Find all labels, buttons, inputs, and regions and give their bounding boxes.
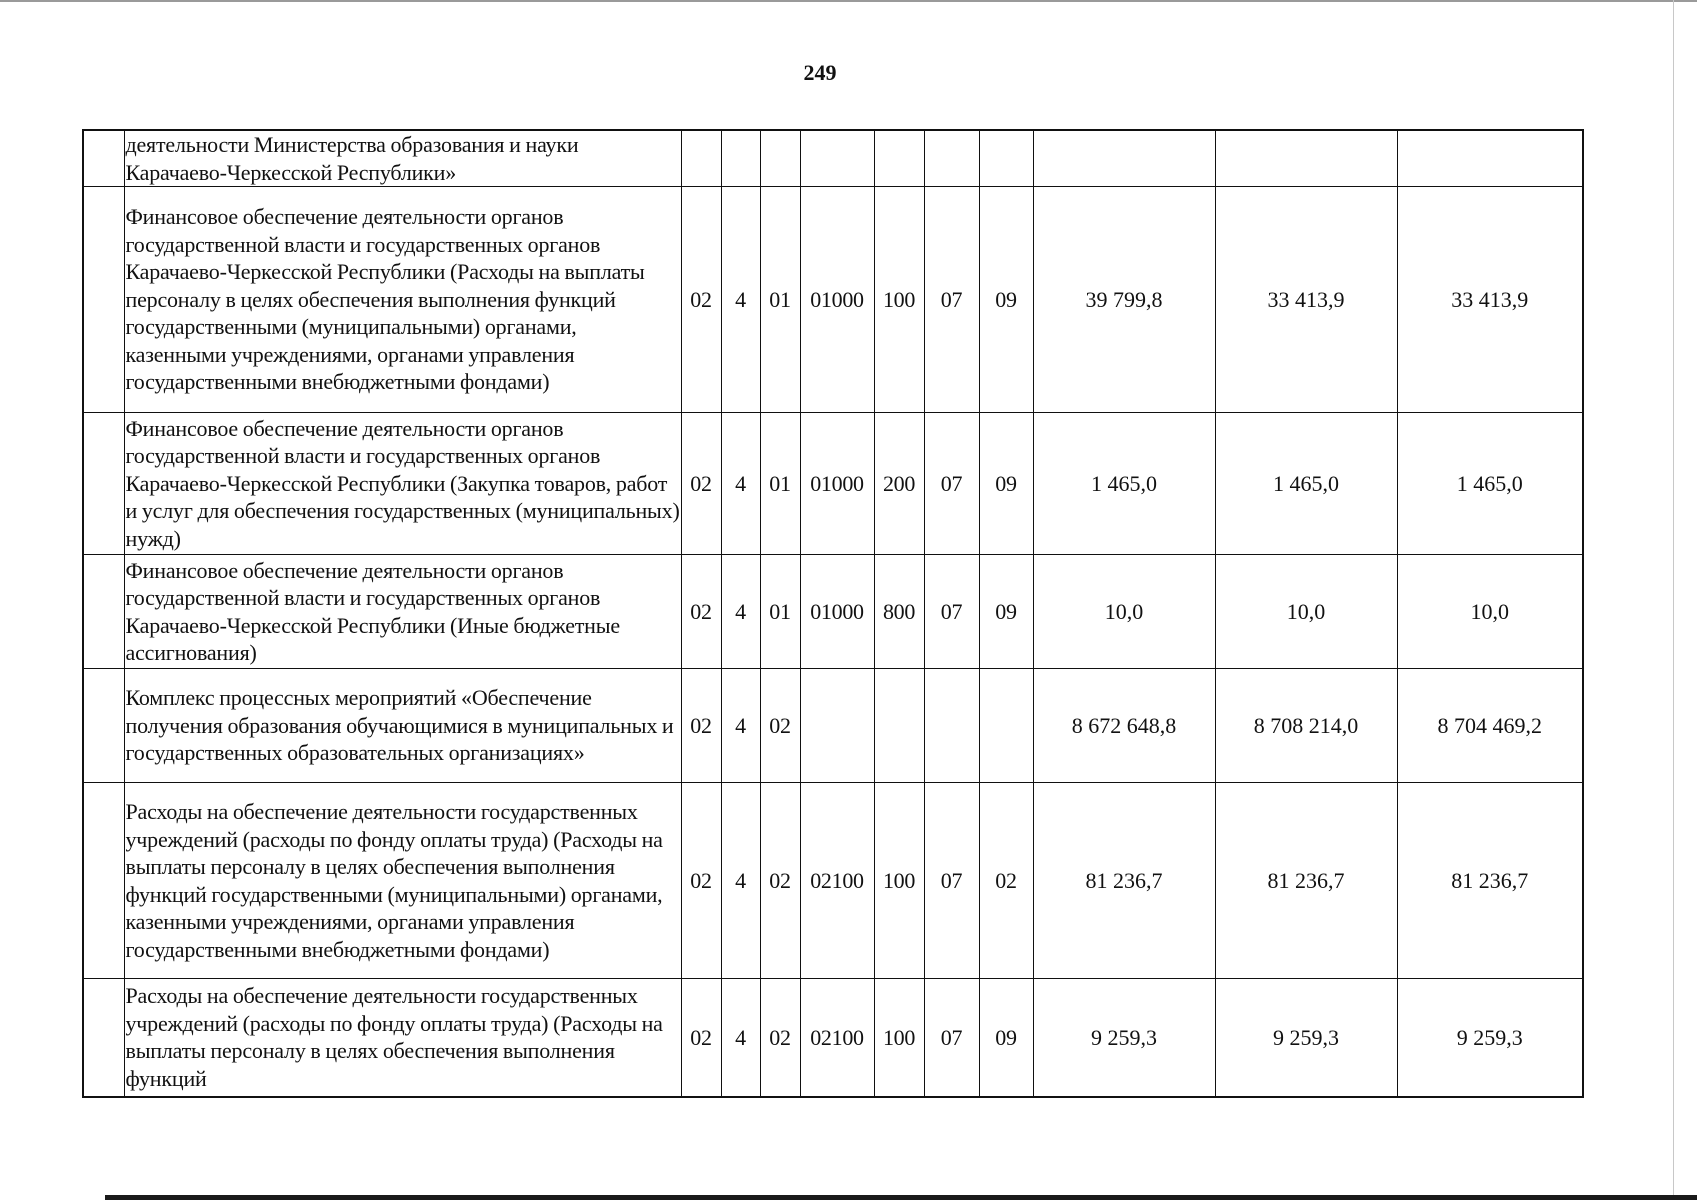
section-code-cell: 07 (924, 413, 979, 555)
admin-code-cell: 02 (681, 555, 721, 669)
amount-year-1-cell: 1 465,0 (1033, 413, 1215, 555)
item-name-cell: Финансовое обеспечение деятельности органов государственной власти и государственных органов Карачаево-Черкесской Республики (Расходы на выплаты персоналу в целях обеспечения выполнения функций государственными (муниципальными) органами, казенными учреждениями, органами управления государственными внебюджетными фондами) (124, 187, 681, 413)
subprogram-code-cell (760, 130, 800, 187)
row-number-cell (83, 979, 124, 1097)
section-code-cell (924, 130, 979, 187)
amount-year-3-cell: 10,0 (1397, 555, 1583, 669)
subprogram-code-cell: 01 (760, 413, 800, 555)
program-code-cell: 4 (721, 783, 760, 979)
expense-type-code-cell (874, 130, 924, 187)
budget-table (82, 129, 1584, 1098)
row-number-cell (83, 187, 124, 413)
amount-year-2-cell: 10,0 (1215, 555, 1397, 669)
admin-code-cell: 02 (681, 187, 721, 413)
subsection-code-cell (979, 669, 1033, 783)
amount-year-1-cell: 9 259,3 (1033, 979, 1215, 1097)
admin-code-cell (681, 130, 721, 187)
table-row (83, 669, 1583, 783)
item-name-cell: деятельности Министерства образования и науки Карачаево-Черкесской Республики» (124, 130, 681, 187)
direction-code-cell (800, 669, 874, 783)
section-code-cell: 07 (924, 555, 979, 669)
amount-year-1-cell: 81 236,7 (1033, 783, 1215, 979)
direction-code-cell: 02100 (800, 979, 874, 1097)
program-code-cell: 4 (721, 979, 760, 1097)
subprogram-code-cell: 01 (760, 555, 800, 669)
amount-year-2-cell: 81 236,7 (1215, 783, 1397, 979)
amount-year-1-cell: 10,0 (1033, 555, 1215, 669)
table-row (83, 130, 1583, 187)
row-number-cell (83, 555, 124, 669)
table-row (83, 979, 1583, 1097)
admin-code-cell: 02 (681, 783, 721, 979)
page-number: 249 (803, 60, 837, 85)
expense-type-code-cell: 200 (874, 413, 924, 555)
subprogram-code-cell: 02 (760, 783, 800, 979)
section-code-cell: 07 (924, 783, 979, 979)
subsection-code-cell: 02 (979, 783, 1033, 979)
amount-year-3-cell: 9 259,3 (1397, 979, 1583, 1097)
amount-year-3-cell: 1 465,0 (1397, 413, 1583, 555)
admin-code-cell: 02 (681, 979, 721, 1097)
amount-year-3-cell: 81 236,7 (1397, 783, 1583, 979)
amount-year-3-cell: 8 704 469,2 (1397, 669, 1583, 783)
amount-year-1-cell (1033, 130, 1215, 187)
expense-type-code-cell: 100 (874, 783, 924, 979)
direction-code-cell: 02100 (800, 783, 874, 979)
section-code-cell: 07 (924, 979, 979, 1097)
item-name-cell: Финансовое обеспечение деятельности органов государственной власти и государственных органов Карачаево-Черкесской Республики (Иные бюджетные ассигнования) (124, 555, 681, 669)
program-code-cell: 4 (721, 413, 760, 555)
subsection-code-cell: 09 (979, 187, 1033, 413)
expense-type-code-cell: 100 (874, 979, 924, 1097)
scan-edge-bottom (105, 1195, 1697, 1200)
amount-year-2-cell (1215, 130, 1397, 187)
admin-code-cell: 02 (681, 669, 721, 783)
subprogram-code-cell: 01 (760, 187, 800, 413)
program-code-cell: 4 (721, 187, 760, 413)
program-code-cell: 4 (721, 669, 760, 783)
amount-year-3-cell: 33 413,9 (1397, 187, 1583, 413)
amount-year-2-cell: 1 465,0 (1215, 413, 1397, 555)
item-name-cell: Комплекс процессных мероприятий «Обеспечение получения образования обучающимися в муниципальных и государственных образовательных организациях» (124, 669, 681, 783)
row-number-cell (83, 669, 124, 783)
subsection-code-cell: 09 (979, 413, 1033, 555)
program-code-cell (721, 130, 760, 187)
table-row (83, 555, 1583, 669)
amount-year-3-cell (1397, 130, 1583, 187)
subsection-code-cell: 09 (979, 979, 1033, 1097)
section-code-cell (924, 669, 979, 783)
amount-year-2-cell: 9 259,3 (1215, 979, 1397, 1097)
row-number-cell (83, 783, 124, 979)
section-code-cell: 07 (924, 187, 979, 413)
admin-code-cell: 02 (681, 413, 721, 555)
table-row (83, 187, 1583, 413)
item-name-cell: Финансовое обеспечение деятельности органов государственной власти и государственных органов Карачаево-Черкесской Республики (Закупка товаров, работ и услуг для обеспечения государственных (муниципальных) нужд) (124, 413, 681, 555)
expense-type-code-cell (874, 669, 924, 783)
amount-year-1-cell: 39 799,8 (1033, 187, 1215, 413)
table-row (83, 413, 1583, 555)
program-code-cell: 4 (721, 555, 760, 669)
scan-edge-top (0, 0, 1697, 2)
subsection-code-cell: 09 (979, 555, 1033, 669)
item-name-cell: Расходы на обеспечение деятельности государственных учреждений (расходы по фонду оплаты труда) (Расходы на выплаты персоналу в целях обеспечения выполнения функций (124, 979, 681, 1097)
amount-year-2-cell: 8 708 214,0 (1215, 669, 1397, 783)
row-number-cell (83, 413, 124, 555)
row-number-cell (83, 130, 124, 187)
item-name-cell: Расходы на обеспечение деятельности государственных учреждений (расходы по фонду оплаты труда) (Расходы на выплаты персоналу в целях обеспечения выполнения функций государственными (муниципальными) органами, казенными учреждениями, органами управления государственными внебюджетными фондами) (124, 783, 681, 979)
subsection-code-cell (979, 130, 1033, 187)
table-row (83, 783, 1583, 979)
direction-code-cell: 01000 (800, 555, 874, 669)
amount-year-1-cell: 8 672 648,8 (1033, 669, 1215, 783)
expense-type-code-cell: 800 (874, 555, 924, 669)
direction-code-cell (800, 130, 874, 187)
scan-edge-right (1673, 0, 1674, 1200)
subprogram-code-cell: 02 (760, 979, 800, 1097)
amount-year-2-cell: 33 413,9 (1215, 187, 1397, 413)
direction-code-cell: 01000 (800, 413, 874, 555)
direction-code-cell: 01000 (800, 187, 874, 413)
expense-type-code-cell: 100 (874, 187, 924, 413)
subprogram-code-cell: 02 (760, 669, 800, 783)
